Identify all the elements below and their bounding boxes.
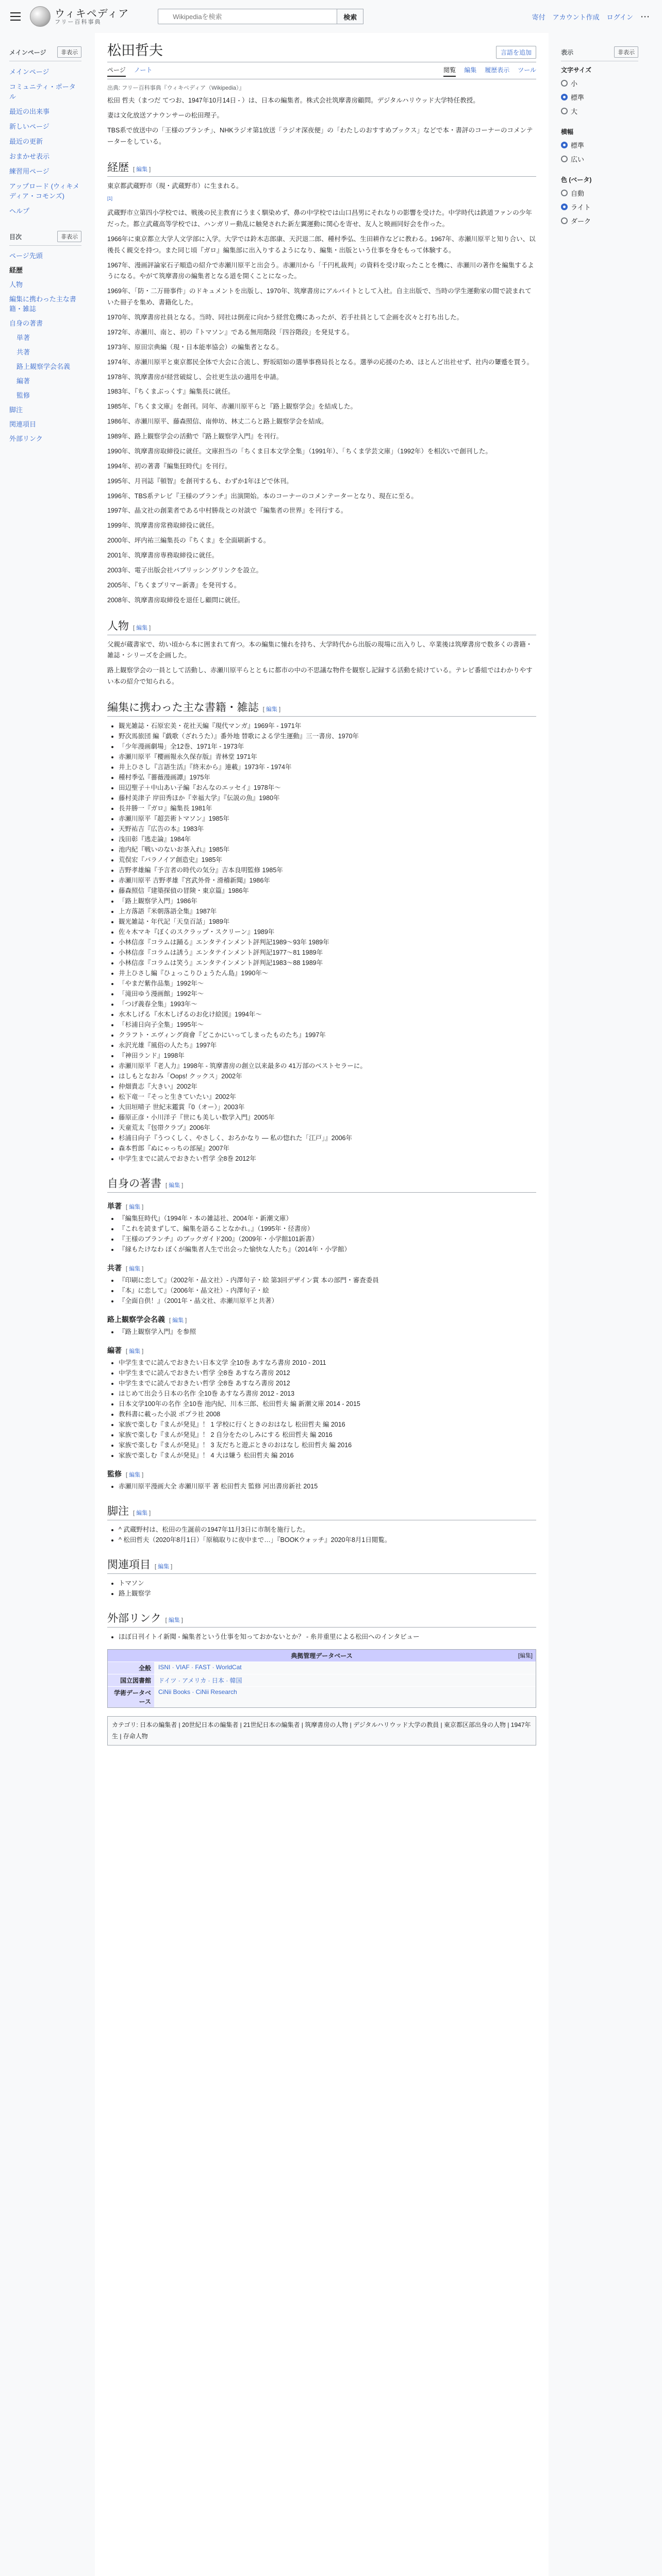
list-item: • 『編集狂時代』（1994年・本の雑誌社、2004年・新潮文庫） (119, 1213, 536, 1224)
radio-icon[interactable] (561, 156, 568, 162)
list-item: • 赤瀬川原平漫画大全 赤瀬川原平 著 松田哲夫 監修 河出書房新社 2015 (119, 1481, 536, 1492)
paragraph: 1974年、赤瀬川原平と東京都民全体で大会に合流し、野坂昭如の選挙事務局長となる。選挙の応援のため、ほとんど出社せず、社内の顰蹙を買う。 (107, 358, 534, 366)
authority-row (108, 1674, 536, 1686)
radio-label: 自動 (571, 190, 585, 197)
list-item: • 赤瀬川原平『櫻画報永久保存版』青林堂 1971年 (119, 752, 536, 762)
rojo-list (119, 1327, 536, 1337)
toc-item[interactable]: 経歴 (9, 266, 23, 274)
nav-random[interactable]: おまかせ表示 (9, 152, 50, 160)
edit-section-link: [ 編集 ] (126, 1266, 144, 1273)
list-item: • 路上観察学 (119, 1588, 536, 1599)
own-books-heading (107, 1175, 536, 1193)
tab-edit[interactable]: 編集 (464, 66, 477, 74)
radio-icon[interactable] (561, 217, 568, 224)
radio-label: 広い (571, 156, 585, 163)
toc-item[interactable]: 人物 (9, 281, 23, 289)
authority-control-title: 典拠管理データベース (291, 1652, 353, 1660)
list-item: • 家族で楽しむ『まんが発見』！ 3 友だちと遊ぶときのおはなし 松田哲夫 編 2016 (119, 1440, 536, 1450)
list-item: • 『神田ランド』1998年 (119, 1050, 536, 1061)
right-sidebar (561, 46, 638, 237)
donate-link[interactable]: 寄付 (532, 13, 545, 21)
list-item: • 藤森照信『建築探偵の冒険・東京篇』1986年 (119, 886, 536, 896)
toc-item[interactable]: 共著 (16, 348, 30, 356)
list-item: • 『路上観察学入門』を参照 (119, 1327, 536, 1337)
kanshu-heading (107, 1469, 536, 1479)
hen-heading (107, 1345, 536, 1355)
radio-icon[interactable] (561, 80, 568, 87)
list-item: • 小林信彦『コラムは誘う』エンタテインメント評判記1977～81 1989年 (119, 947, 536, 958)
list-item: • はしもとなおみ「Oops! クックス」2002年 (119, 1071, 536, 1081)
single-heading-text: 単著 (107, 1202, 122, 1211)
color-label: 色 (ベータ) (561, 176, 592, 183)
main-menu-icon[interactable] (10, 12, 21, 21)
edited-heading-text: 編集に携わった主な書籍・雑誌 (107, 701, 259, 714)
list-item: • 中学生までに読んでおきたい哲学 全8巻 2012年 (119, 1154, 536, 1164)
list-item: • 中学生までに読んでおきたい哲学 全8巻 あすなろ書房 2012 (119, 1378, 536, 1388)
career-heading-text: 経歴 (107, 161, 129, 174)
user-menu (532, 11, 650, 22)
list-item: • 仲畑貴志『大きい』2002年 (119, 1081, 536, 1092)
list-item: • 荒俣宏『パラノイア創造史』1985年 (119, 855, 536, 865)
notes-heading (107, 1503, 536, 1520)
toc-item[interactable]: 編集に携わった主な書籍・雑誌 (9, 295, 76, 313)
authority-row-value[interactable]: ドイツ · アメリカ · 日本 · 韓国 (154, 1674, 536, 1686)
list-item: • 大田垣晴子 世紀末鑑賞『0（オー）」2003年 (119, 1102, 536, 1112)
paragraph: 1989年、路上観察学会の活動で『路上観察学入門』を刊行。 (107, 433, 283, 440)
paragraph: 1967年、漫画評論家石子順造の紹介で赤瀬川原平と出会う。赤瀬川から「千円札裁判」の資料を受け取ったことを機に、赤瀬川の著作を編集するようになる。やがて筑摩書房の編集者となる道を開くことになった。 (107, 261, 534, 280)
edit-section-link: [ 編集 ] (155, 1564, 173, 1570)
width-option[interactable] (561, 154, 638, 164)
related-heading (107, 1556, 536, 1574)
list-item: • 『本』に恋して』（2006年・晶文社）- 内澤旬子・絵 (119, 1285, 536, 1296)
toc-item[interactable]: 外部リンク (9, 435, 43, 443)
paragraph: 1995年、月刊誌『頓智』を創刊するも、わずか1年ほどで休刊。 (107, 477, 293, 485)
paragraph: 2001年、筑摩書房専務取締役に就任。 (107, 552, 219, 560)
list-item: • 「少年漫画劇場」全12巻、1971年 - 1973年 (119, 741, 536, 752)
nav-main-page[interactable]: メインページ (9, 68, 49, 76)
hide-appearance-button[interactable]: 非表示 (614, 46, 638, 58)
radio-label: 標準 (571, 142, 585, 149)
joint-heading-text: 共著 (107, 1264, 122, 1273)
search-form (158, 9, 363, 24)
edit-link[interactable]: 編集 (136, 624, 148, 631)
ext-list (119, 1632, 536, 1642)
paragraph: 東京都武蔵野市（現・武蔵野市）に生まれる。 (107, 182, 243, 190)
list-item: • 杉浦日向子『うつくしく、やさしく、おろかなり ― 私の惚れた「江戸」』2006年 (119, 1133, 536, 1143)
edit-section-link: [ 編集 ] (133, 166, 151, 173)
edit-link[interactable]: 編集 (158, 1564, 170, 1570)
paragraph: 1997年、晶文社の創業者である中村勝哉との対談で『編集者の世界』を刊行する。 (107, 507, 347, 515)
paragraph: 1994年、初の著書『編集狂時代』を刊行。 (107, 462, 231, 470)
nav-community[interactable]: コミュニティ・ポータル (9, 83, 76, 100)
list-item: • 「路上観察学入門」1986年 (119, 896, 536, 906)
edit-link[interactable]: 編集 (266, 706, 277, 713)
paragraph: 2008年、筑摩書房取締役を退任し顧問に就任。 (107, 596, 244, 604)
color-option[interactable] (561, 202, 638, 212)
list-item: • 観光雑誌・年代記「天皇百話」1989年 (119, 917, 536, 927)
list-item: • 「つげ義春全集」1993年～ (119, 999, 536, 1009)
list-item: • クラフト・エヴィング商會『どこかにいってしまったものたち』1997年 (119, 1030, 536, 1040)
list-item: • ほぼ日刊イトイ新聞 - 編集者という仕事を知っておかないとか？ - 糸井重里による松田へのインタビュー (119, 1632, 536, 1642)
paragraph: 妻は文化放送アナウンサーの松田理子。 (107, 112, 224, 120)
paragraph: 2000年、坪内祐三編集長の『ちくま』を全面刷新する。 (107, 537, 270, 545)
authority-row-label: 学術データベース (108, 1687, 154, 1707)
list-item: • 佐々木マキ『ぼくのスクラップ・スクリーン』1989年 (119, 927, 536, 937)
toc-item[interactable]: 関連項目 (9, 420, 37, 428)
article-source: 出典: フリー百科事典『ウィキペディア（Wikipedia）』 (107, 85, 245, 92)
authority-row-label: 全般 (108, 1662, 154, 1674)
list-item: • 森本哲郎『ぬにゃっちの部屋』2007年 (119, 1143, 536, 1154)
list-item: • 観光雑誌・石原宏美・花社天編『現代マンガ』1969年 - 1971年 (119, 721, 536, 731)
list-item: • 藤原正彦・小川洋子『世にも美しい数学入門』2005年 (119, 1112, 536, 1123)
related-list (119, 1578, 536, 1599)
hide-toc-button[interactable]: 非表示 (57, 231, 81, 242)
list-item: • 種村季弘『薔薇漫画譚』1975年 (119, 772, 536, 783)
login-link[interactable]: ログイン (606, 13, 633, 21)
authority-row-label: 国立図書館 (108, 1674, 154, 1686)
radio-icon[interactable] (561, 94, 568, 100)
text-size-option[interactable] (561, 106, 638, 116)
edit-section-link: [ 編集 ] (133, 624, 151, 631)
site-name: ウィキペディア (55, 7, 129, 20)
list-item: • 「杉浦日向子全集」1995年～ (119, 1020, 536, 1030)
paragraph: 1996年、TBS系テレビ『王様のブランチ』出演開始。本のコーナーのコメンテーターとなり、現在に至る。 (107, 492, 418, 500)
radio-icon[interactable] (561, 204, 568, 210)
single-list (119, 1213, 536, 1255)
nav-current-events[interactable]: 最近の出来事 (9, 108, 50, 115)
list-item: • 吉野孝雄編『予言者の時代の気分』吉本良明監修 1985年 (119, 865, 536, 875)
external-links-heading (107, 1610, 536, 1628)
list-item: • 赤瀬川原平『超芸術トマソン』1985年 (119, 814, 536, 824)
kanshu-heading-text: 監修 (107, 1470, 122, 1479)
toc-item[interactable]: 脚注 (9, 406, 23, 414)
list-item: • 赤瀬川原平 吉野孝雄『宮武外骨・滑稽新聞』1986年 (119, 875, 536, 886)
hide-menu-button[interactable]: 非表示 (57, 46, 81, 58)
paragraph: 1983年、『ちくまぶっくす』編集長に就任。 (107, 388, 235, 396)
single-heading (107, 1201, 536, 1211)
add-languages-button[interactable]: 言語を追加 (496, 46, 536, 59)
list-item: • 永沢光雄『風俗の人たち』1997年 (119, 1040, 536, 1050)
page-tabs (107, 62, 536, 79)
toc-item[interactable]: 編著 (16, 377, 30, 385)
authority-row-value[interactable]: ISNI · VIAF · FAST · WorldCat (154, 1662, 536, 1674)
tab-page[interactable]: ページ (107, 65, 126, 77)
list-item: • 家族で楽しむ『まんが発見』！ 1 学校に行くときのおはなし 松田哲夫 編 2016 (119, 1419, 536, 1430)
list-item: • 家族で楽しむ『まんが発見』！ 2 自分をたのしみにする 松田哲夫 編 2016 (119, 1430, 536, 1440)
notes-list (119, 1524, 536, 1545)
edit-link[interactable]: 編集 (169, 1182, 180, 1189)
paragraph: 1966年に東京都立大学人文学部に入学。大学では鈴木志郎康、天沢退二郎、種村季弘、生田耕作などに教わる。1967年、赤瀬川原平と知り合い、以後長く親交を持つ。また同じ頃『ガロ』編集部に出入りするようになり、編集・出版という仕事を身をもって体験する。 (107, 235, 536, 254)
authority-row (108, 1686, 536, 1707)
left-sidebar (9, 46, 81, 448)
list-item: • 赤瀬川原平『老人力』1998年 - 筑摩書房の創立以来最多の 41万部のベストセラーに。 (119, 1061, 536, 1071)
list-item: • 長井勝一『ガロ』編集長 1981年 (119, 803, 536, 814)
edit-link[interactable]: 編集 (136, 166, 148, 173)
paragraph: 1985年、『ちくま文庫』を創刊。同年、赤瀬川原平らと『路上観察学会』を結成した。 (107, 403, 357, 411)
list-item: • 天童荒太『包帯クラブ』2006年 (119, 1123, 536, 1133)
list-item: • トマソン (119, 1578, 536, 1588)
list-item: • 野次馬旅団 編『戯歌（ざれうた）』番外地 替歌による学生運動』三一書房、1970年 (119, 731, 536, 741)
joint-heading (107, 1263, 536, 1273)
site-tagline: フリー百科事典 (55, 19, 102, 25)
edit-link[interactable]: 編集 (168, 1617, 180, 1624)
kanshu-list (119, 1481, 536, 1492)
career-heading (107, 159, 536, 177)
related-heading-text: 関連項目 (107, 1558, 151, 1571)
list-item: • 水木しげる『水木しげるのお化け絵図』1994年～ (119, 1009, 536, 1020)
toc-item[interactable]: 単著 (16, 334, 30, 342)
list-item: • 教科書に載った小説 ポプラ社 2008 (119, 1409, 536, 1419)
category-links[interactable]: カテゴリ: 日本の編集者 | 20世紀日本の編集者 | 21世紀日本の編集者 | 筑摩書房の人物 | デジタルハリウッド大学の教員 | 東京都区部出身の人物 | 1947年生 | 存命人物 (107, 1716, 536, 1745)
nav-help[interactable]: ヘルプ (9, 207, 30, 215)
list-item: • 「滝田ゆう漫画館」1992年～ (119, 989, 536, 999)
authority-control-head (108, 1650, 536, 1662)
main-content (95, 33, 549, 2576)
list-item: • 池内紀『戦いのないお茶入れ』1985年 (119, 844, 536, 855)
edit-section-link: [ 編集 ] (169, 1317, 187, 1324)
width (561, 127, 638, 164)
tab-read[interactable]: 閲覧 (443, 65, 456, 77)
list-item: • 「やまだ紫作品集」1992年～ (119, 978, 536, 989)
toc-item[interactable]: ページ先頭 (9, 252, 43, 260)
edit-section-link: [ 編集 ] (165, 1617, 183, 1624)
hen-list (119, 1358, 536, 1461)
radio-icon[interactable] (561, 108, 568, 114)
paragraph: TBS系で放送中の「王様のブランチ」、NHKラジオ第1放送「ラジオ深夜便」の「わたしのおすすめブックス」などで本・書評のコーナーのコメンテーターをしている。 (107, 127, 533, 146)
search-input[interactable] (158, 9, 343, 24)
site-logo[interactable] (30, 6, 129, 27)
paragraph: 父親が蔵書家で、幼い頃から本に囲まれて育つ。本の編集に憧れを持ち、大学時代から出版の現場に出入りし、卒業後は筑摩書房で数多くの書籍・雑誌・シリーズを企画した。 (107, 640, 533, 659)
paragraph: 1970年、筑摩書房社員となる。当時、同社は倒産に向かう経営危機にあったが、若手社員として企画を次々と打ち出した。 (107, 314, 464, 321)
main-menu-head: メインページ 非表示 (9, 46, 81, 61)
paragraph: 武蔵野市立第四小学校では、戦後の民主教育にうまく馴染めず、鼻の中学校では山口昌男にそれなりの影響を受けた。中学時代は鉄道ファンの少年だった。都立武蔵高等学校では、ハンガリー動乱に触発された新左翼運動に関心を寄せ、友人と映画同好会を作った。 (107, 209, 532, 228)
authority-control-box (107, 1649, 536, 1708)
paragraph: 松田 哲夫（まつだ てつお、1947年10月14日 - ）は、日本の編集者。株式会社筑摩書房顧問。デジタルハリウッド大学特任教授。 (107, 97, 479, 105)
paragraph: 路上観察学会の一員として活動し、赤瀬川原平らとともに都市の中の不思議な物件を観察し記録する活動を続けている。テレビ番組ではわかりやすい本の紹介で知られる。 (107, 667, 533, 686)
joint-list (119, 1275, 536, 1306)
search-button[interactable]: 検索 (337, 9, 363, 24)
authority-toggle[interactable]: [編集] (518, 1653, 533, 1659)
authority-row-value[interactable]: CiNii Books · CiNii Research (154, 1687, 536, 1707)
text-size (561, 65, 638, 116)
list-item: • はじめて出会う日本の名作 全10巻 あすなろ書房 2012 - 2013 (119, 1388, 536, 1399)
list-item: • 井上ひさし『言語生活』『終末から』連載」1973年 - 1974年 (119, 762, 536, 772)
rojo-heading (107, 1314, 536, 1325)
list-item: • ^ 武蔵野村は、松田の生誕前の1947年11月3日に市制を施行した。 (119, 1524, 536, 1535)
list-item: • 中学生までに読んでおきたい日本文学 全10巻 あすなろ書房 2010 - 2011 (119, 1358, 536, 1368)
radio-label: 大 (571, 108, 578, 115)
tab-tools[interactable]: ツール (518, 66, 536, 74)
paragraph: 2005年、『ちくまプリマー新書』を発刊する。 (107, 581, 241, 589)
list-item: • 田辺聖子＋中山あい子編『おんなのエッセイ』1978年～ (119, 783, 536, 793)
create-account-link[interactable]: アカウント作成 (552, 13, 600, 21)
toc-item[interactable]: 路上観察学会名義 (16, 363, 71, 370)
radio-icon[interactable] (561, 190, 568, 196)
list-item: • ^ 松田哲夫（2020年8月1日）「原稿取りに夜中まで…」『BOOKウォッチ』2020年8月1日閲覧。 (119, 1535, 536, 1545)
nav-sandbox[interactable]: 練習用ページ (9, 167, 49, 175)
text-size-option[interactable] (561, 78, 638, 88)
toc-head: 目次 非表示 (9, 231, 81, 246)
toc-item[interactable]: 監修 (16, 392, 30, 399)
list-item: • 『全面自供！』（2001年・晶文社、赤瀬川原平と共著） (119, 1296, 536, 1306)
paragraph: 1986年、赤瀬川原平、藤森照信、南伸坊、林丈二らと路上観察学会を結成。 (107, 418, 328, 426)
radio-label: 小 (571, 80, 578, 88)
paragraph: 2003年、電子出版会社パブリッシングリンクを設立。 (107, 566, 262, 574)
color-option[interactable] (561, 188, 638, 198)
text-size-option[interactable] (561, 92, 638, 102)
list-item: • 浅田彰『逃走論』1984年 (119, 834, 536, 844)
page-title: 松田哲夫 (107, 43, 163, 58)
more-options-icon[interactable]: ⋯ (640, 11, 650, 22)
tab-talk[interactable]: ノート (134, 66, 153, 74)
edit-link[interactable]: 編集 (129, 1472, 141, 1479)
person-heading-text: 人物 (107, 619, 129, 632)
site-header (0, 0, 662, 33)
edited-heading (107, 699, 536, 717)
radio-label: ライト (571, 204, 591, 211)
rojo-heading-text: 路上観察学会名義 (107, 1315, 165, 1324)
edit-link[interactable]: 編集 (129, 1348, 141, 1355)
appearance-head: 表示 非表示 (561, 46, 638, 61)
notes-heading-text: 脚注 (107, 1505, 129, 1518)
list-item: • 松下竜一『そっと生きていたい』2002年 (119, 1092, 536, 1102)
edit-link[interactable]: 編集 (129, 1204, 141, 1211)
hen-heading-text: 編著 (107, 1346, 122, 1355)
list-item: • 天野祐吉『広告の本』1983年 (119, 824, 536, 834)
list-item: • 中学生までに読んでおきたい哲学 全8巻 あすなろ書房 2012 (119, 1368, 536, 1378)
list-item: • 上方落語『米朝落語全集』1987年 (119, 906, 536, 917)
list-item: • 小林信彦『コラムは笑う』エンタテインメント評判記1983～88 1989年 (119, 958, 536, 968)
edit-section-link: [ 編集 ] (126, 1204, 144, 1211)
list-item: • 『王様のブランチ』のブックガイド200』（2009年・小学館101新書） (119, 1234, 536, 1244)
nav-recent-changes[interactable]: 最近の更新 (9, 138, 43, 145)
wikipedia-globe-icon (30, 6, 51, 27)
nav-upload[interactable]: アップロード (ウィキメディア・コモンズ) (9, 182, 79, 200)
own-books-heading-text: 自身の著書 (107, 1177, 161, 1190)
radio-icon[interactable] (561, 142, 568, 148)
article-body (107, 95, 536, 1745)
list-item: • 井上ひさし編『ひょっこりひょうたん島』1990年～ (119, 968, 536, 978)
list-item: • 『印刷に恋して』（2002年・晶文社）- 内澤旬子・絵 第3回デザイン賞 本の部門・審査委員 (119, 1275, 536, 1285)
paragraph: 1972年、赤瀬川、南と、初の『トマソン』である無用階段「四谷階段」を発見する。 (107, 328, 354, 336)
edit-section-link: [ 編集 ] (133, 1510, 151, 1517)
edit-section-link: [ 編集 ] (126, 1472, 144, 1479)
text-size-label: 文字サイズ (561, 66, 592, 74)
list-item: • 日本文学100年の名作 全10巻 池内紀、川本三郎、松田哲夫 編 新潮文庫 2014 - 2015 (119, 1399, 536, 1409)
edited-list (119, 721, 536, 1164)
edit-section-link: [ 編集 ] (166, 1182, 184, 1189)
authority-row (108, 1662, 536, 1674)
external-links-heading-text: 外部リンク (107, 1612, 161, 1625)
tab-history[interactable]: 履歴表示 (485, 66, 510, 74)
edit-link[interactable]: 編集 (172, 1317, 184, 1324)
nav-new-pages[interactable]: 新しいページ (9, 123, 49, 130)
paragraph: 1990年、筑摩書房取締役に就任。文庫担当の「ちくま日本文学全集」（1991年）、「ちくま学芸文庫」（1992年）を相次いで創刊した。 (107, 447, 492, 455)
list-item: • 家族で楽しむ『まんが発見』！ 4 大は嫌う 松田哲夫 編 2016 (119, 1450, 536, 1461)
edit-link[interactable]: 編集 (129, 1266, 141, 1273)
color-option[interactable] (561, 216, 638, 226)
radio-label: ダーク (571, 217, 591, 225)
paragraph: 1999年、筑摩書房常務取締役に就任。 (107, 522, 219, 530)
toc-item[interactable]: 自身の著書 (9, 319, 43, 327)
list-item: • 小林信彦『コラムは踊る』エンタテインメント評判記1989～93年 1989年 (119, 937, 536, 947)
width-label: 横幅 (561, 128, 574, 135)
reference-link[interactable]: [1] (107, 195, 113, 201)
edit-section-link: [ 編集 ] (262, 706, 281, 713)
paragraph: 1969年、「防・二万冊事件」のドキュメントを出版し、1970年、筑摩書房にアルバイトとして入社。自主出版で、当時の学生運動家の間で読まれていた冊子を集め、書籍化した。 (107, 287, 532, 307)
person-heading (107, 618, 536, 635)
edit-link[interactable]: 編集 (136, 1510, 148, 1517)
radio-label: 標準 (571, 94, 585, 101)
edit-section-link: [ 編集 ] (126, 1348, 144, 1355)
width-option[interactable] (561, 140, 638, 150)
list-item: • 『縁もたけなわ ぼくが編集者人生で出会った愉快な人たち』（2014年・小学館） (119, 1244, 536, 1255)
color (561, 175, 638, 226)
paragraph: 1973年、原田宗典編（現・日本能率協会）の編集者となる。 (107, 343, 283, 351)
table-of-contents (9, 231, 81, 443)
list-item: • 藤村美津子 岸田秀ほか『幸福大学』『伝説の魚』1980年 (119, 793, 536, 803)
paragraph: 1978年、筑摩書房が経営破綻し、会社更生法の適用を申請。 (107, 373, 283, 381)
list-item: • 『これを読まずして、編集を語ることなかれ。』（1995年・径書房） (119, 1224, 536, 1234)
